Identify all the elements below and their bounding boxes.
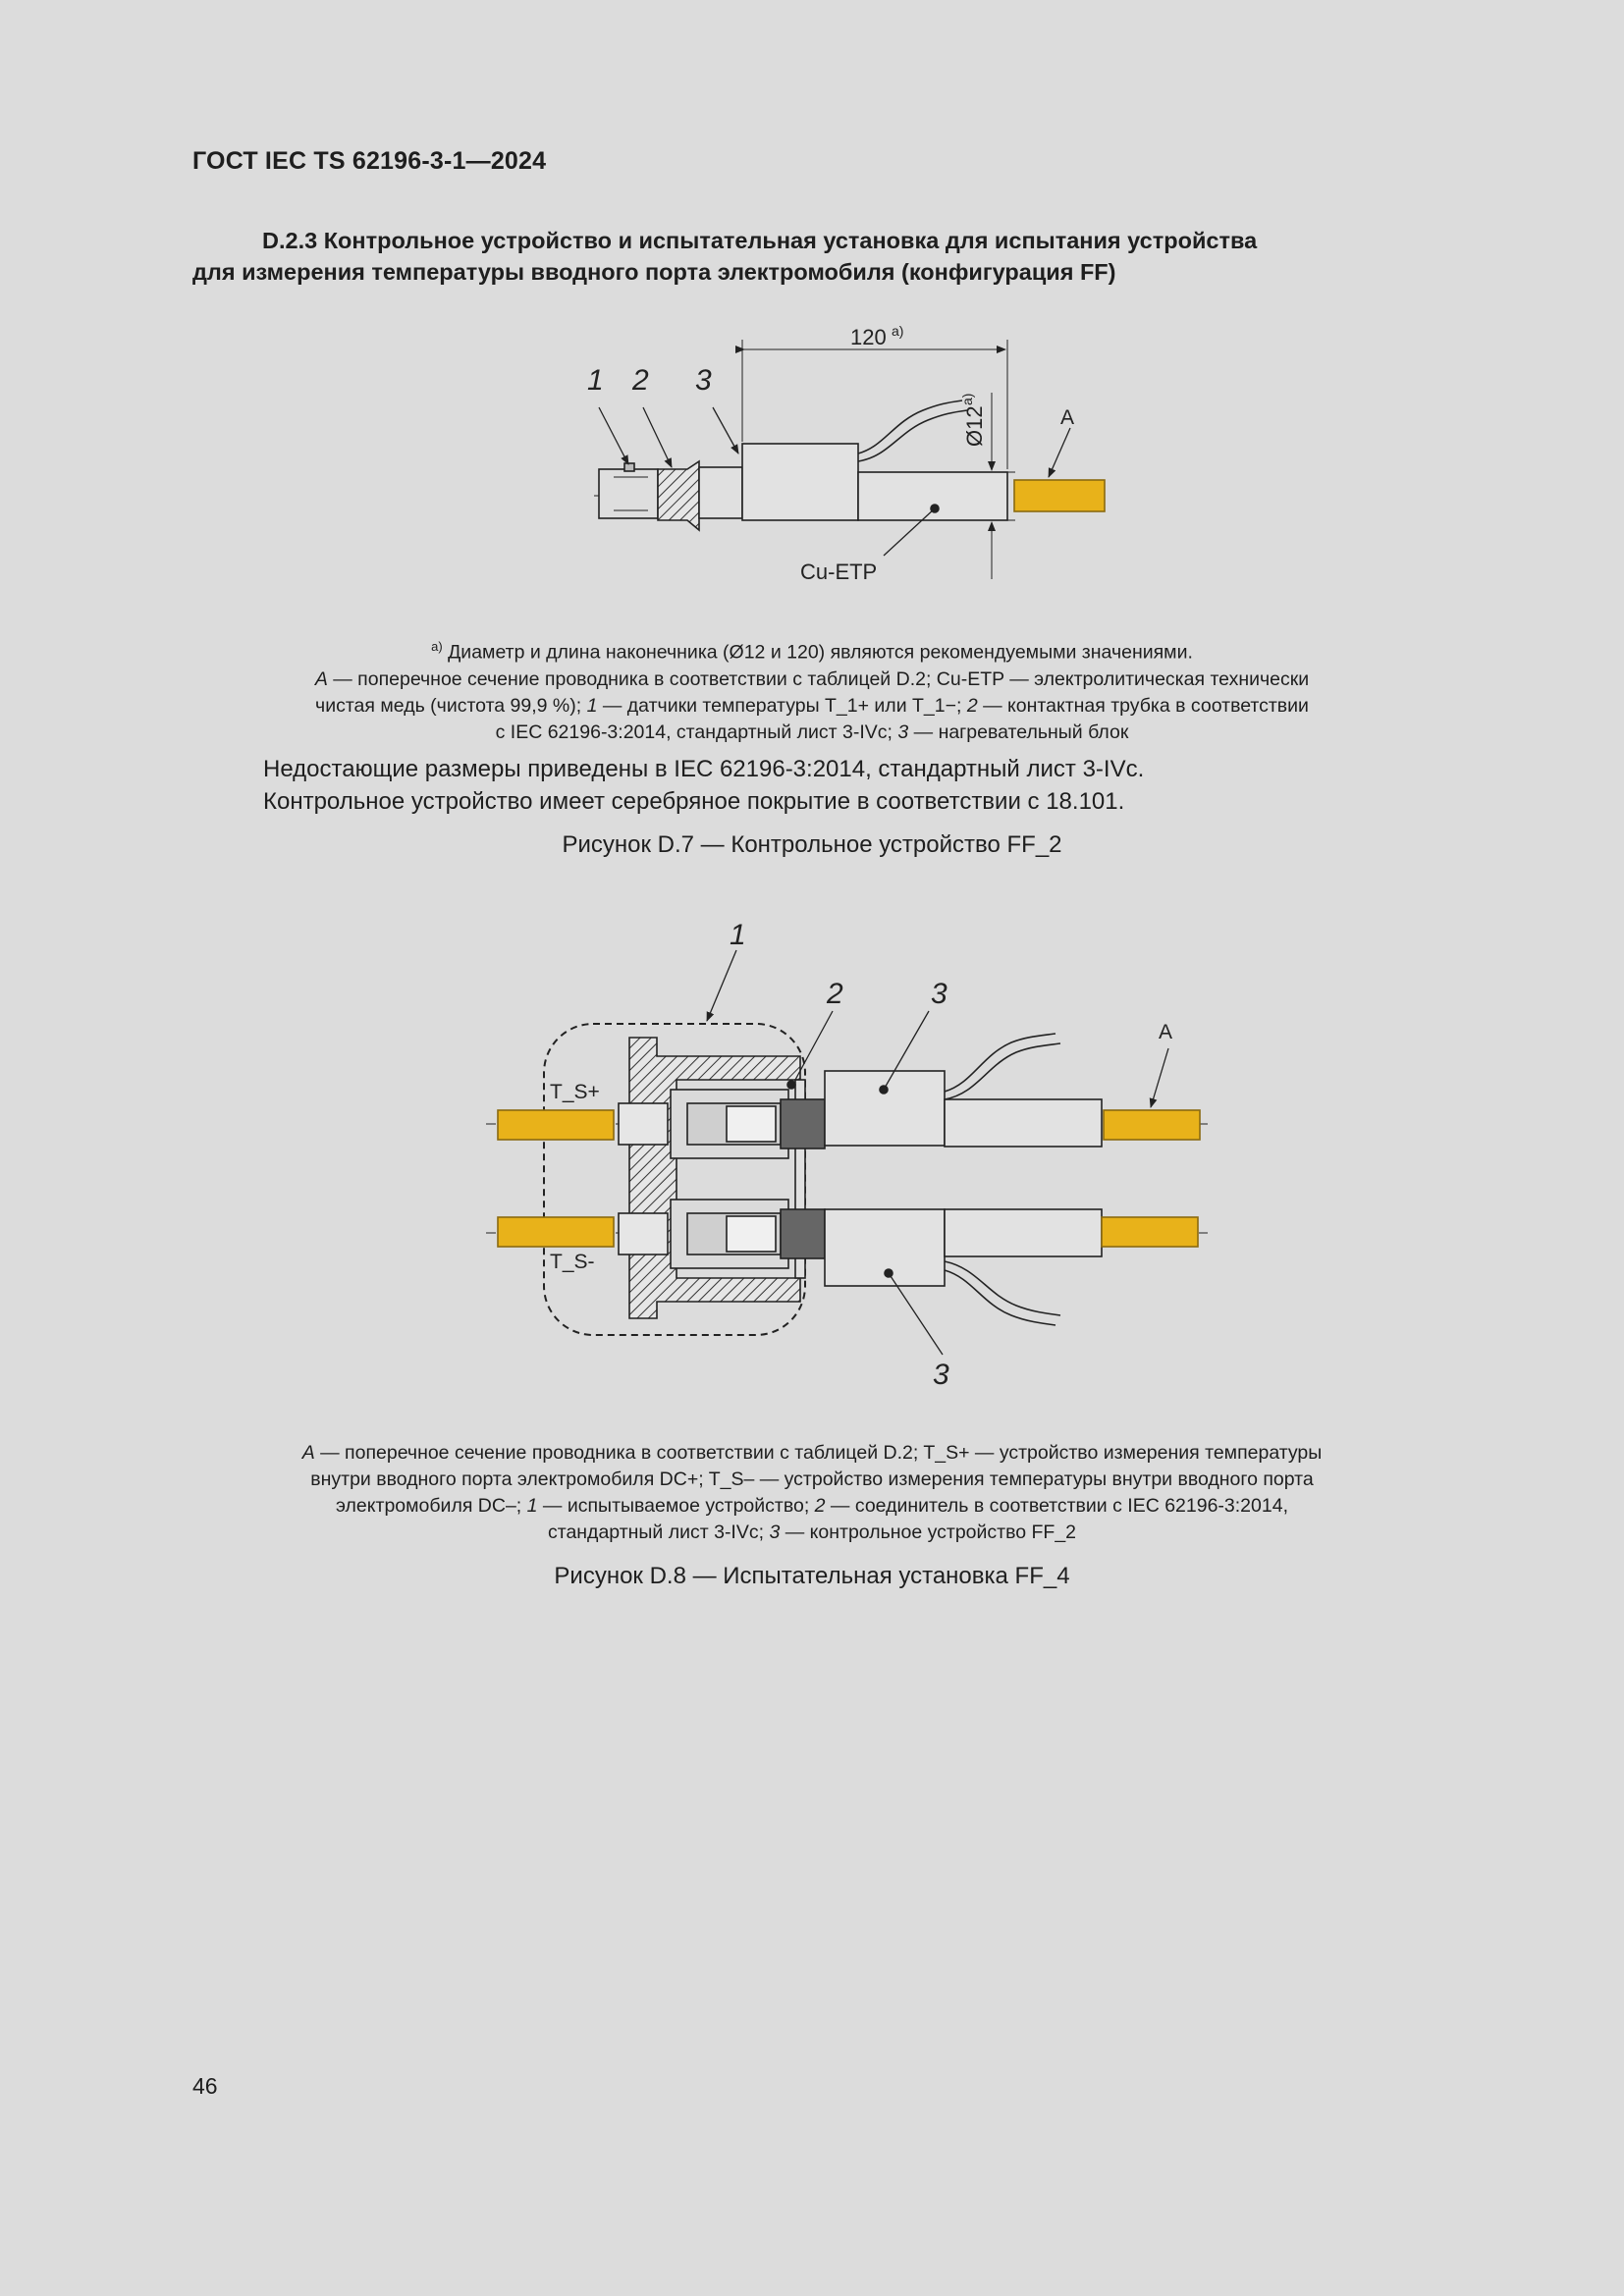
- d8-legend-line3-mid: — испытываемое устройство;: [537, 1495, 815, 1517]
- d7-legend-line1: [0, 667, 1624, 693]
- d7-legend-n3: 3: [897, 721, 909, 743]
- figure-d7-notes: [0, 633, 1624, 746]
- d8-label-ts-minus: T_S-: [550, 1251, 595, 1273]
- d7-label-2: 2: [632, 364, 649, 397]
- d8-legend-line1-text: — поперечное сечение проводника в соответствии с таблицей D.2; T_S+ — устройство измерения температуры: [314, 1442, 1323, 1464]
- d7-legend-line3-pre: с IEC 62196-3:2014, стандартный лист 3-IVc;: [495, 721, 898, 743]
- d8-legend-line4-post: — контрольное устройство FF_2: [780, 1522, 1077, 1543]
- d8-legend-a: A: [301, 1442, 315, 1464]
- d7-legend-line2: [0, 693, 1624, 720]
- d8-label-a: A: [1159, 1021, 1173, 1043]
- d8-legend-n1: 1: [526, 1495, 538, 1517]
- d7-footnote-sup: a): [431, 639, 443, 654]
- d8-legend-line2: внутри вводного порта электромобиля DC+; T_S– — устройство измерения температуры внутри вводного порта: [310, 1468, 1314, 1490]
- d7-legend-line2-mid: — датчики температуры T_1+ или T_1−;: [597, 694, 967, 717]
- d7-label-1: 1: [587, 364, 604, 397]
- d7-legend-a: A: [314, 667, 328, 690]
- d7-footnote-text: Диаметр и длина наконечника (Ø12 и 120) являются рекомендуемыми значениями.: [448, 641, 1193, 664]
- figure-d8-caption: Рисунок D.8 — Испытательная установка FF_4: [554, 1563, 1070, 1589]
- d8-legend-line4: [0, 1520, 1624, 1546]
- d7-legend-line2-pre: чистая медь (чистота 99,9 %);: [315, 694, 587, 717]
- document-id: ГОСТ IEC TS 62196-3-1—2024: [192, 147, 547, 175]
- section-heading-line2: для измерения температуры вводного порта электромобиля (конфигурация FF): [192, 259, 1116, 285]
- d7-label-cu-etp: Cu-ETP: [800, 560, 878, 584]
- figure-d7-caption: Рисунок D.7 — Контрольное устройство FF_2: [562, 831, 1062, 858]
- d8-legend-line3-post: — соединитель в соответствии с IEC 62196-3:2014,: [825, 1495, 1288, 1517]
- d8-label-3-top: 3: [931, 978, 947, 1010]
- d8-label-1: 1: [730, 919, 746, 951]
- d8-label-3-bottom: 3: [933, 1359, 949, 1391]
- d8-label-2: 2: [827, 978, 843, 1010]
- d8-legend-n2: 2: [814, 1495, 826, 1517]
- figure-d7-drawing: [594, 340, 1105, 579]
- d7-legend-n1: 1: [586, 694, 598, 717]
- d7-label-3: 3: [695, 364, 712, 397]
- d7-dim-length-sup: a): [892, 323, 904, 339]
- figure-d8-drawing: [486, 950, 1208, 1355]
- body-text-line1: Недостающие размеры приведены в IEC 62196-3:2014, стандартный лист 3-IVc.: [263, 756, 1145, 782]
- d7-legend-line1-text: — поперечное сечение проводника в соответствии с таблицей D.2; Cu-ETP — электролитическая технически: [327, 667, 1310, 690]
- d7-legend-n2: 2: [966, 694, 978, 717]
- d7-dim-diameter: Ø12: [962, 405, 987, 447]
- d7-label-a: A: [1060, 406, 1075, 429]
- d7-footnote: [0, 633, 1624, 667]
- d7-legend-line3-post: — нагревательный блок: [908, 721, 1129, 743]
- d8-legend-n3: 3: [769, 1522, 781, 1543]
- d8-label-ts-plus: T_S+: [550, 1081, 600, 1103]
- d8-legend-line4-pre: стандартный лист 3-IVc;: [547, 1522, 770, 1543]
- d7-legend-line2-post: — контактная трубка в соответствии: [977, 694, 1309, 717]
- d8-legend-line1: [0, 1440, 1624, 1467]
- section-heading-line1: D.2.3 Контрольное устройство и испытательная установка для испытания устройства: [262, 228, 1258, 253]
- d8-legend-line3: [0, 1493, 1624, 1520]
- d8-legend-line3-pre: электромобиля DC–;: [336, 1495, 527, 1517]
- d7-dim-diameter-sup: a): [959, 393, 975, 405]
- page-number: 46: [192, 2073, 218, 2099]
- body-text-line2: Контрольное устройство имеет серебряное покрытие в соответствии с 18.101.: [263, 788, 1125, 815]
- d7-legend-line3: [0, 720, 1624, 746]
- d7-dim-length: 120: [850, 325, 887, 349]
- figure-d8-notes: [0, 1440, 1624, 1546]
